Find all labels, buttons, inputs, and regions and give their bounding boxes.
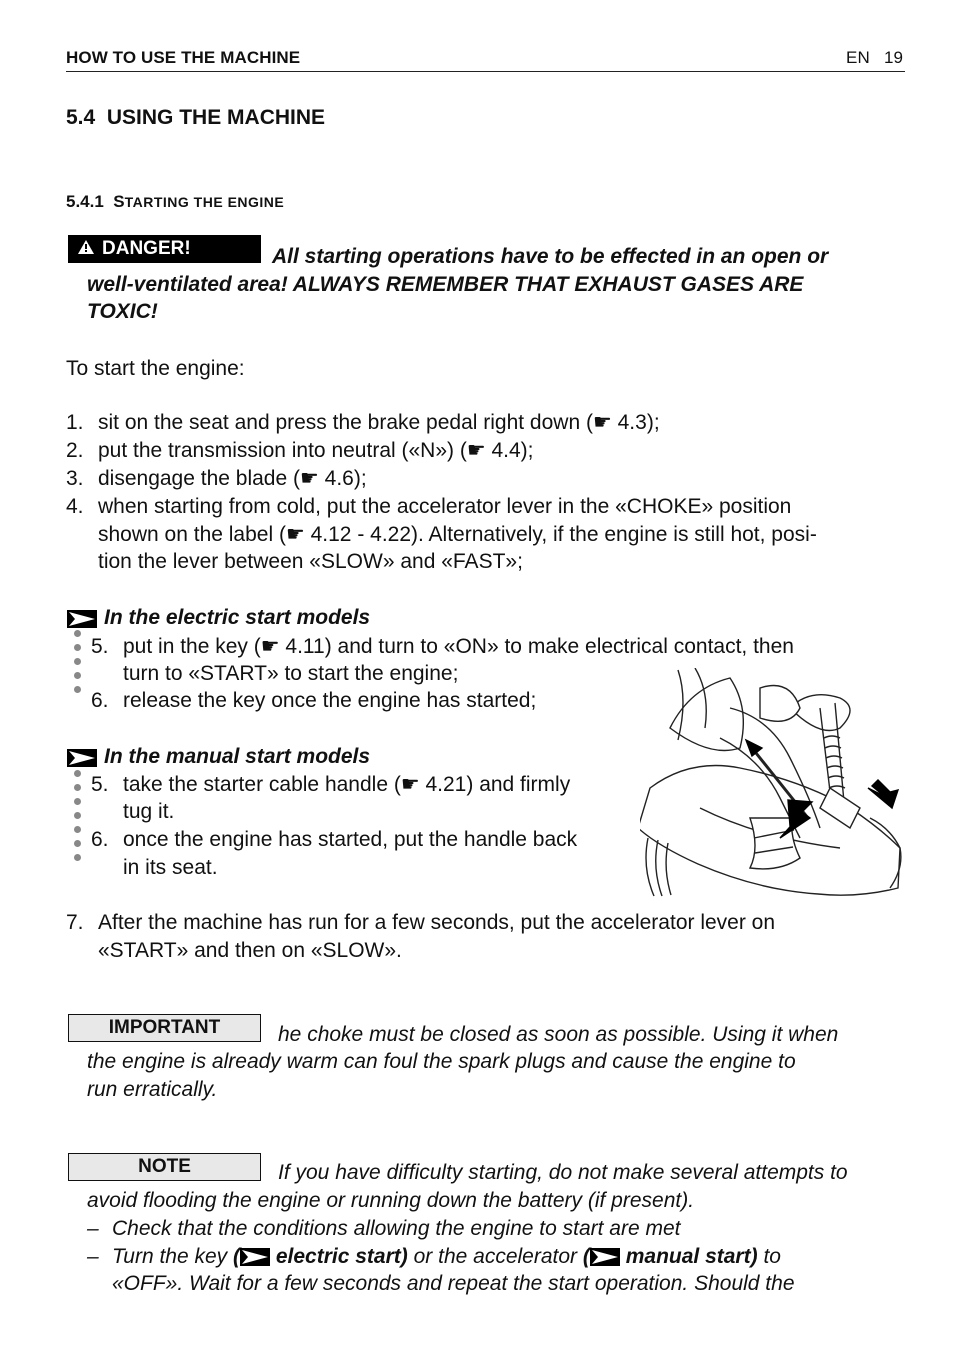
electric-bullet-column (74, 630, 82, 700)
electric-heading: In the electric start models (104, 606, 371, 629)
danger-line-3: TOXIC! (87, 300, 158, 323)
electric-step-6-number: 6. (91, 689, 109, 712)
manual-step-6-number: 6. (91, 828, 109, 851)
note-dash-2-text-c: or the accelerator (413, 1245, 578, 1268)
important-line-3: run erratically. (87, 1078, 218, 1101)
step-4-line-1: when starting from cold, put the accelerator lever in the «CHOKE» position (98, 495, 792, 518)
manual-step-5-number: 5. (91, 773, 109, 796)
step-2-number: 2. (66, 439, 84, 462)
important-line-2: the engine is already warm can foul the spark plugs and cause the engine to (87, 1050, 796, 1073)
danger-line-2: well-ventilated area! ALWAYS REMEMBER THAT EXHAUST GASES ARE (87, 273, 804, 296)
note-dash-2-line-1: Turn the key ( electric start) or the accelerator ( manual start) to (112, 1243, 781, 1274)
electric-step-5-number: 5. (91, 635, 109, 658)
manual-bullet-column (74, 770, 82, 868)
step-4-number: 4. (66, 495, 84, 518)
note-line-1: If you have difficulty starting, do not make several attempts to (278, 1161, 848, 1184)
subsection-number: 5.4.1 (66, 192, 104, 211)
step-4-line-2: shown on the label (☛ 4.12 - 4.22). Alternatively, if the engine is still hot, posi- (98, 523, 817, 546)
note-dash-2-text-a: Turn the key (112, 1245, 228, 1268)
step-3-text: disengage the blade (☛ 4.6); (98, 467, 367, 490)
note-dash-1-text: Check that the conditions allowing the engine to start are met (112, 1217, 681, 1240)
note-dash-1-marker: – (87, 1217, 99, 1240)
subsection-cap: S (113, 192, 125, 211)
header-rule (66, 71, 905, 72)
step-3-number: 3. (66, 467, 84, 490)
manual-step-6-line-2: in its seat. (123, 856, 218, 879)
step-1-number: 1. (66, 411, 84, 434)
note-badge: NOTE (68, 1153, 261, 1181)
flag-arrow-icon (67, 749, 97, 772)
step-7-line-1: After the machine has run for a few seconds, put the accelerator lever on (98, 911, 776, 934)
note-dash-2-text-d: manual start) (625, 1245, 758, 1268)
starting-illustration (640, 668, 908, 905)
manual-heading: In the manual start models (104, 745, 371, 768)
manual-step-5-line-1: take the starter cable handle (☛ 4.21) and firmly (123, 773, 571, 796)
running-header-section: HOW TO USE THE MACHINE (66, 48, 301, 67)
note-dash-2-line-2: «OFF». Wait for a few seconds and repeat the start operation. Should the (112, 1272, 795, 1295)
step-7-line-2: «START» and then on «SLOW». (98, 939, 402, 962)
section-title (66, 106, 325, 130)
note-dash-2-text-b: electric start) (275, 1245, 408, 1268)
step-2-text: put the transmission into neutral («N») (☛ 4.4); (98, 439, 534, 462)
page-number: 19 (884, 48, 904, 67)
manual-step-6-line-1: once the engine has started, put the handle back (123, 828, 578, 851)
danger-badge (68, 235, 261, 263)
intro-text: To start the engine: (66, 357, 245, 380)
note-dash-2-text-e: to (763, 1245, 781, 1268)
electric-step-6-text: release the key once the engine has started; (123, 689, 537, 712)
subsection-title-rest: TARTING THE ENGINE (124, 194, 285, 210)
step-4-line-3: tion the lever between «SLOW» and «FAST»; (98, 550, 523, 573)
electric-step-5-line-2: turn to «START» to start the engine; (123, 662, 459, 685)
step-1-text: sit on the seat and press the brake pedal right down (☛ 4.3); (98, 411, 660, 434)
subsection-title (66, 192, 284, 212)
step-7-number: 7. (66, 911, 84, 934)
flag-arrow-icon (67, 610, 97, 633)
warning-triangle-icon (78, 238, 94, 260)
note-line-2: avoid flooding the engine or running down the battery (if present). (87, 1189, 695, 1212)
section-title-text: USING THE MACHINE (106, 106, 326, 129)
running-header-lang: EN (846, 48, 870, 67)
important-line-1: he choke must be closed as soon as possible. Using it when (278, 1023, 839, 1046)
manual-step-5-line-2: tug it. (123, 800, 175, 823)
danger-label: DANGER! (102, 238, 191, 259)
important-badge: IMPORTANT (68, 1014, 261, 1042)
electric-step-5-line-1: put in the key (☛ 4.11) and turn to «ON» to make electrical contact, then (123, 635, 794, 658)
danger-line-1: All starting operations have to be effected in an open or (272, 245, 829, 268)
section-number: 5.4 (66, 106, 96, 129)
note-dash-2-marker: – (87, 1245, 99, 1268)
